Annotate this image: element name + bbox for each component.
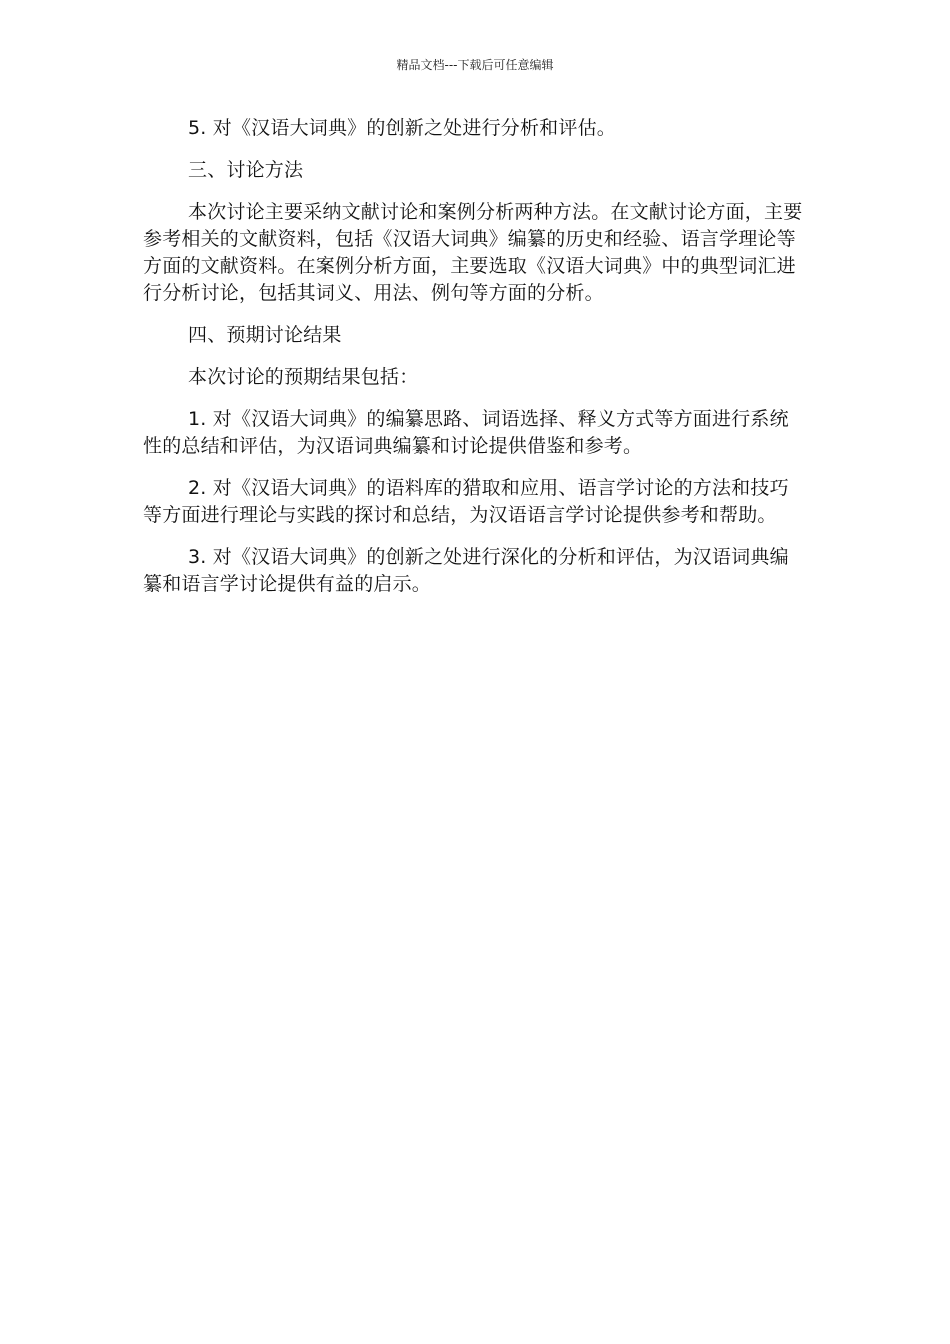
- list-item-5: 5. 对《汉语大词典》的创新之处进行分析和评估。: [188, 117, 616, 139]
- result-item-1: 1. 对《汉语大词典》的编纂思路、词语选择、释义方式等方面进行系统性的总结和评估，为汉语词典编纂和讨论提供借鉴和参考。: [143, 408, 789, 457]
- paragraph-results-intro: 本次讨论的预期结果包括：: [188, 366, 419, 388]
- section-heading-methods: 三、讨论方法: [188, 159, 304, 181]
- result-item-2: 2. 对《汉语大词典》的语料库的猎取和应用、语言学讨论的方法和技巧等方面进行理论与实践的探讨和总结，为汉语语言学讨论提供参考和帮助。: [143, 477, 789, 526]
- paragraph-methods: 本次讨论主要采纳文献讨论和案例分析两种方法。在文献讨论方面，主要参考相关的文献资料，包括《汉语大词典》编纂的历史和经验、语言学理论等方面的文献资料。在案例分析方面，主要选取《汉语大词典》中的典型词汇进行分析讨论，包括其词义、用法、例句等方面的分析。: [143, 201, 803, 304]
- document-body: [143, 115, 803, 613]
- section-heading-expected-results: 四、预期讨论结果: [188, 324, 342, 346]
- result-item-3: 3. 对《汉语大词典》的创新之处进行深化的分析和评估，为汉语词典编纂和语言学讨论提供有益的启示。: [143, 546, 789, 595]
- page-header: 精品文档---下载后可任意编辑: [396, 58, 554, 72]
